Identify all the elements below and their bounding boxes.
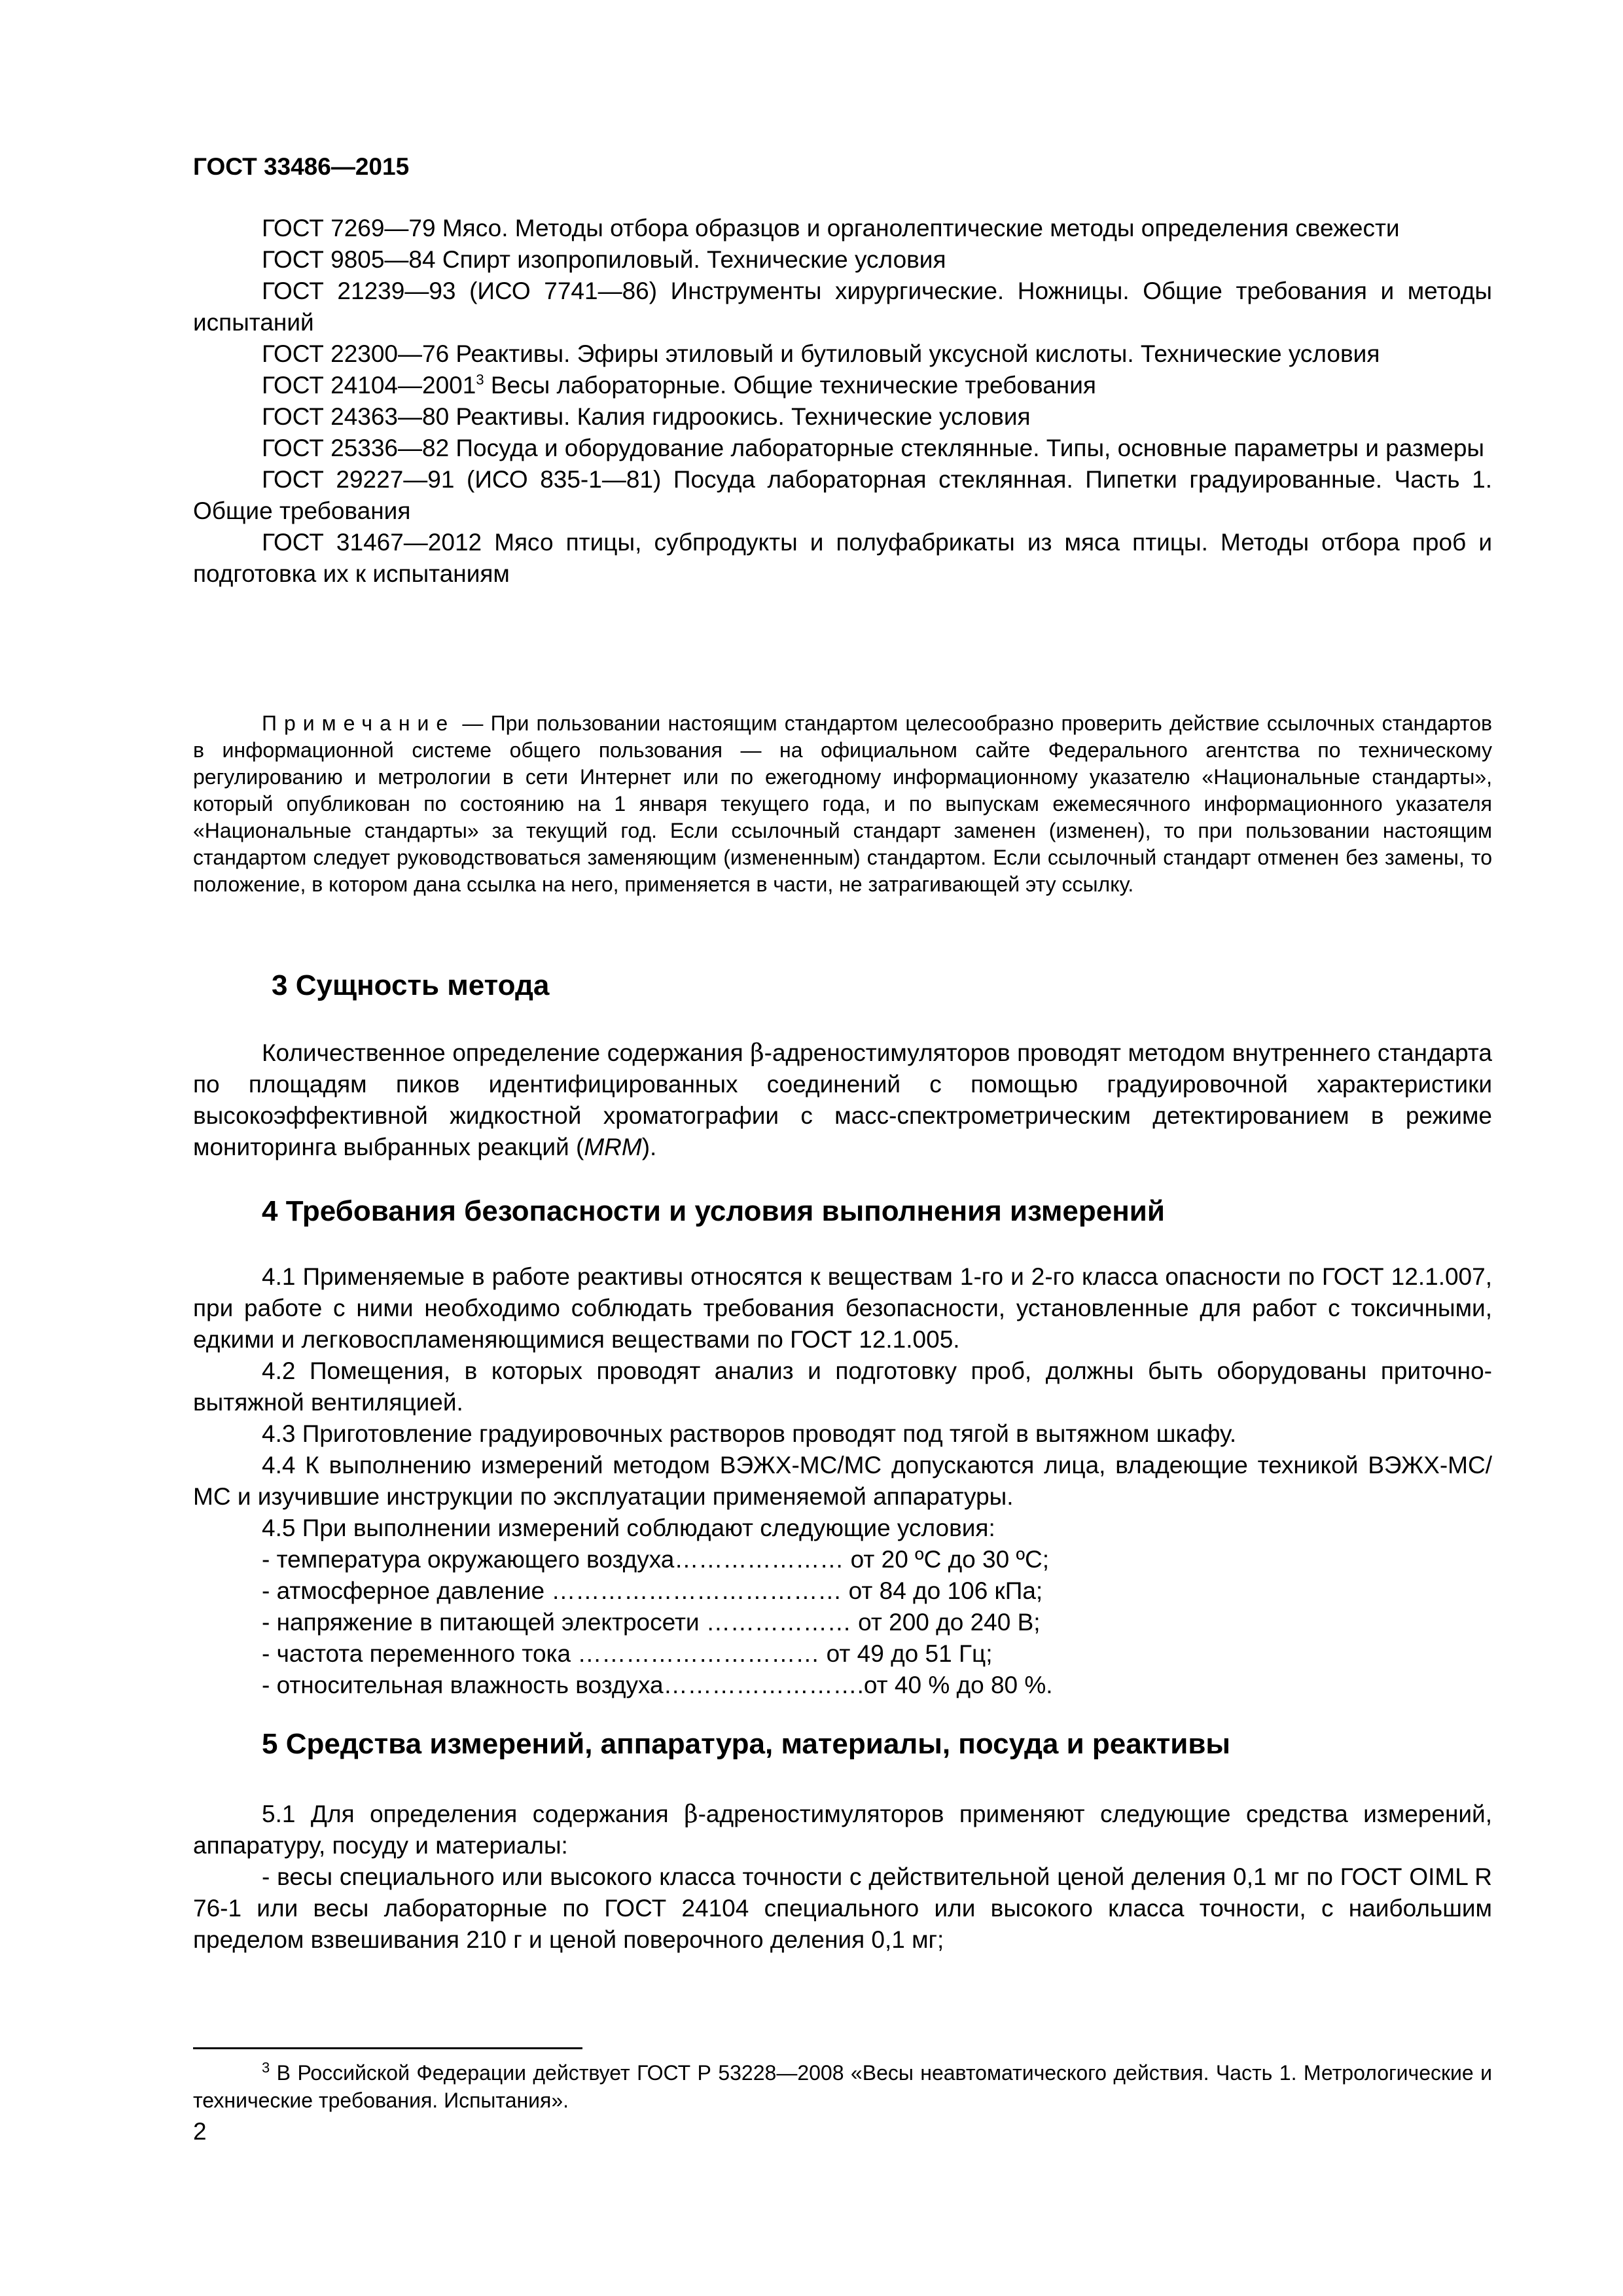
beta-symbol: β: [750, 1039, 764, 1067]
beta-symbol: β: [684, 1800, 698, 1828]
mrm-term: MRM: [584, 1134, 642, 1160]
footnote: [193, 2059, 1492, 2114]
section-4-paragraph: 4.5 При выполнении измерений соблюдают следующие условия:: [262, 1515, 995, 1541]
section-4-body: [193, 1261, 1492, 1701]
condition-item: - относительная влажность воздуха…………………….от 40 % до 80 %.: [262, 1672, 1053, 1698]
reference-text: ГОСТ 24104—2001: [262, 372, 476, 399]
reference-text: Весы лабораторные. Общие технические требования: [484, 372, 1096, 399]
condition-item: - напряжение в питающей электросети ……………… от 200 до 240 В;: [262, 1609, 1041, 1636]
section-4-paragraph: 4.2 Помещения, в которых проводят анализ и подготовку проб, должны быть оборудованы приточно-вытяжной вентиляцией.: [193, 1357, 1492, 1416]
normative-references-list: [193, 213, 1492, 590]
reference-item: [193, 370, 1492, 401]
reference-item: ГОСТ 31467—2012 Мясо птицы, субпродукты и полуфабрикаты из мяса птицы. Методы отбора проб и подготовка их к испытаниям: [193, 529, 1492, 587]
section-5-heading: 5 Средства измерений, аппаратура, материалы, посуда и реактивы: [262, 1728, 1230, 1760]
note-paragraph: [193, 710, 1492, 898]
section-4-paragraph: 4.4 К выполнению измерений методом ВЭЖХ-МС/МС допускаются лица, владеющие техникой ВЭЖХ-МС/МС и изучившие инструкции по эксплуатации применяемой аппаратуры.: [193, 1452, 1492, 1510]
condition-item: - атмосферное давление ……………………………… от 84 до 106 кПа;: [262, 1577, 1043, 1604]
section-4-paragraph: 4.1 Применяемые в работе реактивы относятся к веществам 1-го и 2-го класса опасности по ГОСТ 12.1.007, при работе с ними необходимо соблюдать требования безопасности, установленные для работ с токсичными, едкими и легковоспламеняющимися веществами по ГОСТ 12.1.005.: [193, 1263, 1492, 1353]
page-number: 2: [193, 2118, 207, 2145]
footnote-reference-mark: 3: [476, 371, 484, 388]
footnote-mark: 3: [262, 2059, 270, 2076]
reference-item: ГОСТ 22300—76 Реактивы. Эфиры этиловый и бутиловый уксусной кислоты. Технические условия: [262, 340, 1380, 367]
note-lead: Примечание: [262, 711, 455, 735]
reference-item: ГОСТ 21239—93 (ИСО 7741—86) Инструменты хирургические. Ножницы. Общие требования и методы испытаний: [193, 278, 1492, 336]
section-3-body: [193, 1037, 1492, 1163]
condition-item: - частота переменного тока ………………………… от 49 до 51 Гц;: [262, 1640, 993, 1667]
section-5-paragraph: 5.1 Для определения содержания β-адреностимуляторов применяют следующие средства измерений, аппаратуру, посуду и материалы:: [193, 1800, 1492, 1859]
reference-item: ГОСТ 9805—84 Спирт изопропиловый. Технические условия: [262, 246, 946, 273]
section-3-heading: 3 Сущность метода: [272, 969, 550, 1001]
reference-item: ГОСТ 29227—91 (ИСО 835-1—81) Посуда лабораторная стеклянная. Пипетки градуированные. Часть 1. Общие требования: [193, 466, 1492, 524]
section-4-heading: 4 Требования безопасности и условия выполнения измерений: [262, 1195, 1165, 1227]
section-3-paragraph: Количественное определение содержания β-адреностимуляторов проводят методом внутреннего стандарта по площадям пиков идентифицированных соединений с помощью градуировочной характеристики высокоэффективной жидкостной хроматографии с масс-спектрометрическим детектированием в режиме мониторинга выбранных реакций (MRM).: [193, 1039, 1492, 1160]
section-5-paragraph: - весы специального или высокого класса точности с действительной ценой деления 0,1 мг по ГОСТ OIML R 76-1 или весы лабораторные по ГОСТ 24104 специального или высокого класса точности, с наибольшим пределом взвешивания 210 г и ценой поверочного деления 0,1 мг;: [193, 1863, 1492, 1953]
footnote-text: В Российской Федерации действует ГОСТ Р 53228—2008 «Весы неавтоматического действия. Часть 1. Метрологические и технические требования. Испытания».: [193, 2061, 1492, 2112]
section-5-body: [193, 1799, 1492, 1956]
reference-item: ГОСТ 7269—79 Мясо. Методы отбора образцов и органолептические методы определения свежести: [262, 215, 1400, 242]
footnote-separator: [193, 2047, 582, 2049]
reference-item: ГОСТ 25336—82 Посуда и оборудование лабораторные стеклянные. Типы, основные параметры и размеры: [262, 435, 1485, 461]
condition-item: - температура окружающего воздуха………………… от 20 ºС до 30 ºС;: [262, 1546, 1049, 1573]
reference-item: ГОСТ 24363—80 Реактивы. Калия гидроокись. Технические условия: [262, 403, 1031, 430]
document-code-header: ГОСТ 33486—2015: [193, 153, 410, 180]
note-text: — При пользовании настоящим стандартом целесообразно проверить действие ссылочных стандартов в информационной системе общего пользования — на официальном сайте Федерального агентства по техническому регулированию и метрологии в сети Интернет или по ежегодному информационному указателю «Национальные стандарты», который опубликован по состоянию на 1 января текущего года, и по выпускам ежемесячного информационного указателя «Национальные стандарты» за текущий год. Если ссылочный стандарт заменен (изменен), то при пользовании настоящим стандартом следует руководствоваться заменяющим (измененным) стандартом. Если ссылочный стандарт отменен без замены, то положение, в котором дана ссылка на него, применяется в части, не затрагивающей эту ссылку.: [193, 711, 1492, 896]
section-4-paragraph: 4.3 Приготовление градуировочных растворов проводят под тягой в вытяжном шкафу.: [262, 1420, 1237, 1447]
